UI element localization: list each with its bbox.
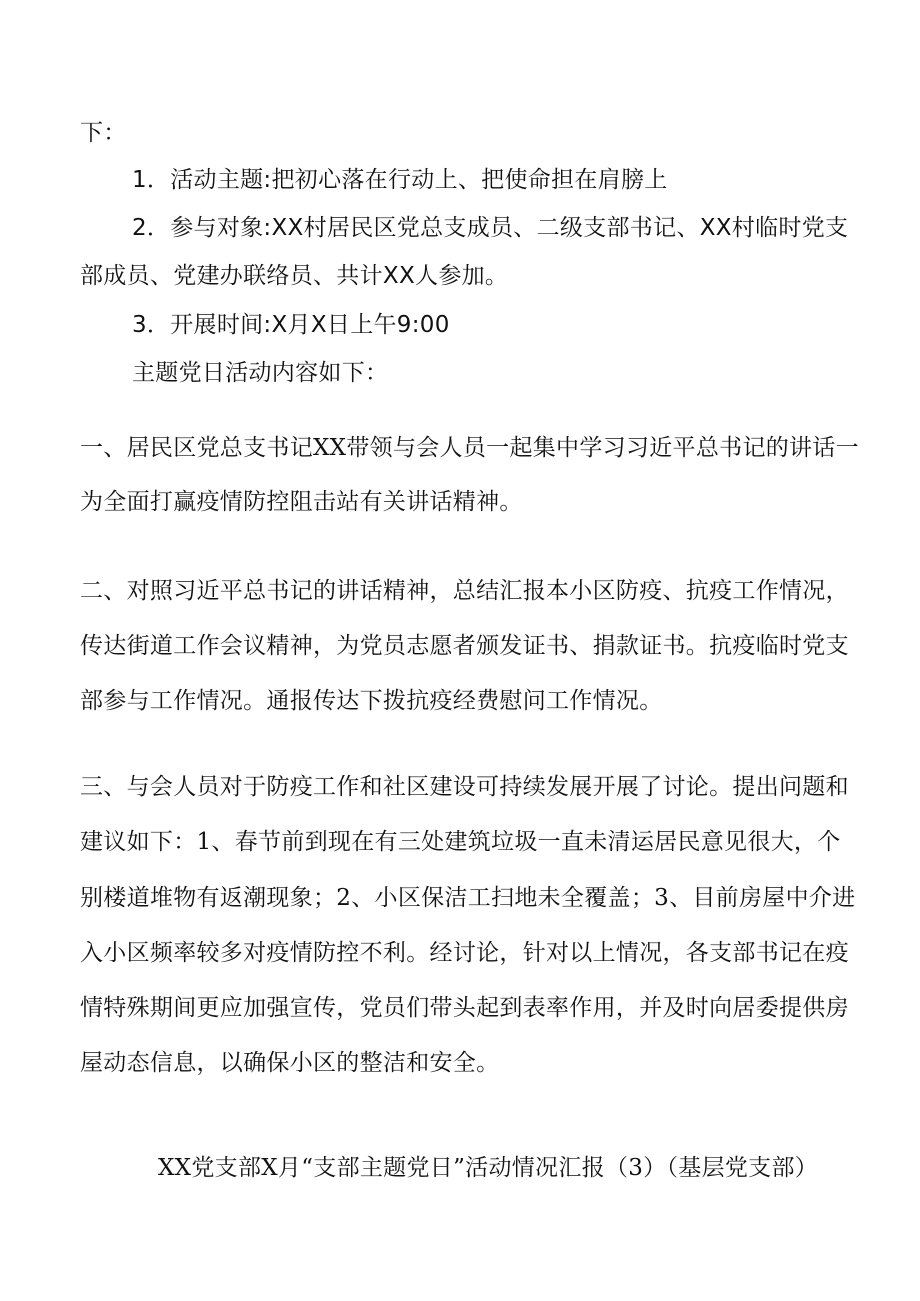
text-line-section-3-cont4: 情特殊期间更应加强宣传，党员们带头起到表率作用，并及时向居委提供房	[80, 995, 849, 1021]
text-line-section-3: 三、与会人员对于防疫工作和社区建设可持续发展开展了讨论。提出问题和	[80, 774, 849, 800]
text-line-section-2-cont1: 传达街道工作会议精神，为党员志愿者颁发证书、捐款证书。抗疫临时党支	[80, 633, 849, 659]
text-line-section-3-cont5: 屋动态信息，以确保小区的整洁和安全。	[80, 1050, 500, 1076]
text-line-participants-cont: 部成员、党建办联络员、共计XX人参加。	[80, 263, 509, 289]
text-line-activity-theme: 1．活动主题:把初心落在行动上、把使命担在肩膀上	[132, 167, 668, 193]
text-line-section-3-cont1: 建议如下：1、春节前到现在有三处建筑垃圾一直未清运居民意见很大，个	[80, 829, 841, 855]
text-line-content-heading: 主题党日活动内容如下：	[132, 360, 389, 386]
section-title: XX党支部X月“支部主题党日”活动情况汇报（3）（基层党支部）	[158, 1155, 819, 1181]
text-line-section-1: 一、居民区党总支书记XX带领与会人员一起集中学习习近平总书记的讲话一	[80, 435, 859, 461]
text-line-time: 3．开展时间:X月X日上午9:00	[132, 312, 450, 338]
text-line-participants: 2．参与对象:XX村居民区党总支成员、二级支部书记、XX村临时党支	[132, 215, 849, 241]
text-line-section-3-cont3: 入小区频率较多对疫情防控不利。经讨论，针对以上情况，各支部书记在疫	[80, 940, 849, 966]
text-line-section-2-cont2: 部参与工作情况。通报传达下拨抗疫经费慰问工作情况。	[80, 688, 663, 714]
text-line-section-2: 二、对照习近平总书记的讲话精神，总结汇报本小区防疫、抗疫工作情况，	[80, 578, 849, 604]
text-line-section-1-cont: 为全面打赢疫情防控阻击站有关讲话精神。	[80, 489, 523, 515]
text-line-continuation: 下：	[80, 120, 127, 146]
text-line-section-3-cont2: 别楼道堆物有返潮现象；2、小区保洁工扫地未全覆盖；3、目前房屋中介进	[80, 885, 856, 911]
